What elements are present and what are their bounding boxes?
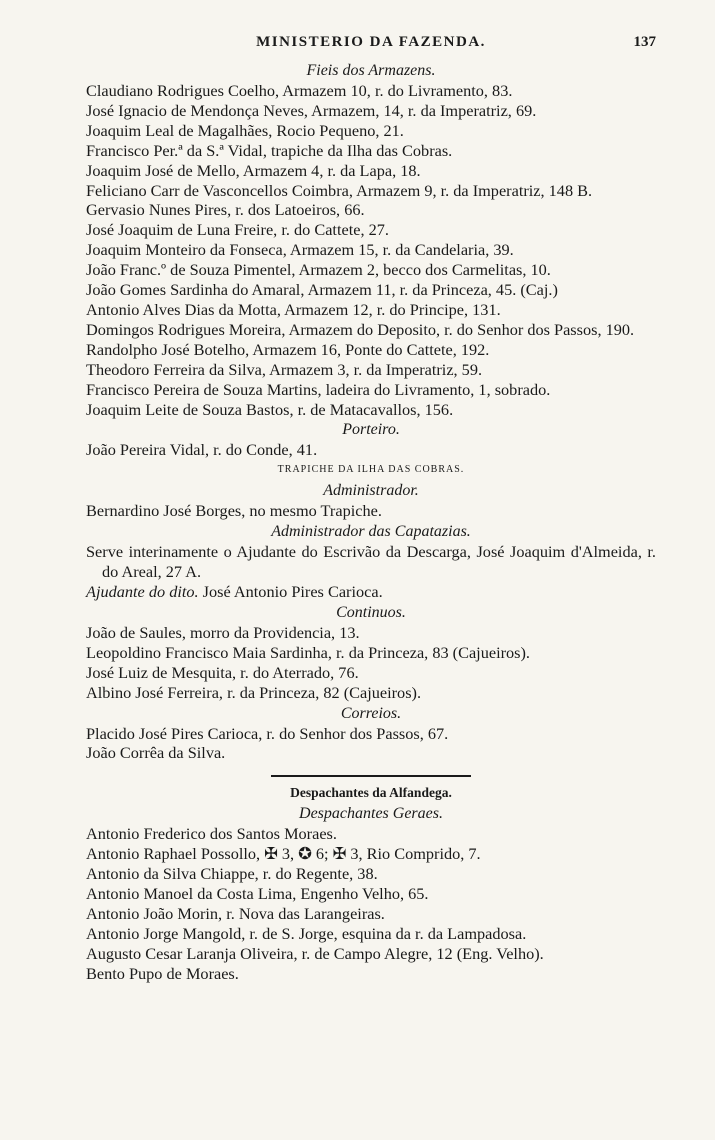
list-item: Gervasio Nunes Pires, r. dos Latoeiros, 66. (86, 200, 365, 220)
list-item: Claudiano Rodrigues Coelho, Armazem 10, r. do Livramento, 83. (86, 81, 513, 100)
list-item: Joaquim Leal de Magalhães, Rocio Pequeno, 21. (86, 120, 404, 140)
section-heading-administrador: Administrador. (323, 482, 419, 500)
list-item: Antonio Jorge Mangold, r. de S. Jorge, esquina da r. da Lampadosa. (86, 923, 527, 943)
section-divider (271, 775, 471, 777)
list-item: Augusto Cesar Laranja Oliveira, r. de Campo Alegre, 12 (Eng. Velho). (86, 943, 544, 963)
list-item: Placido José Pires Carioca, r. do Senhor dos Passos, 67. (86, 723, 449, 743)
list-item: Antonio Raphael Possollo, ✠ 3, ✪ 6; ✠ 3, Rio Comprido, 7. (86, 844, 481, 864)
ajudante-entry (86, 582, 656, 602)
section-title-trapiche: TRAPICHE DA ILHA DAS COBRAS. (277, 464, 465, 476)
section-heading-capatazias: Administrador das Capatazias. (271, 523, 471, 541)
section-heading-continuos: Continuos. (336, 603, 406, 621)
list-item: Leopoldino Francisco Maia Sardinha, r. da Princeza, 83 (Cajueiros). (86, 642, 530, 662)
section-title-despachantes: Despachantes da Alfandega. (290, 785, 452, 801)
list-item: José Ignacio de Mendonça Neves, Armazem, 14, r. da Imperatriz, 69. (86, 100, 537, 120)
list-item: João de Saules, morro da Providencia, 13. (86, 622, 360, 642)
list-item: Francisco Pereira de Souza Martins, ladeira do Livramento, 1, sobrado. (86, 379, 551, 399)
list-item: João Gomes Sardinha do Amaral, Armazem 11, r. da Princeza, 45. (Caj.) (86, 280, 558, 300)
list-item: João Corrêa da Silva. (86, 743, 226, 763)
list-item: Francisco Per.ª da S.ª Vidal, trapiche da Ilha das Cobras. (86, 140, 453, 160)
list-item: Albino José Ferreira, r. da Princeza, 82 (Cajueiros). (86, 682, 422, 702)
list-item: Antonio da Silva Chiappe, r. do Regente, 38. (86, 864, 378, 884)
list-item: Antonio João Morin, r. Nova das Larangeiras. (86, 904, 385, 923)
ajudante-label: Ajudante do dito. (86, 582, 199, 602)
section-heading-correios: Correios. (340, 704, 402, 722)
document-page (86, 34, 656, 984)
section-heading-fieis: Fieis dos Armazens. (306, 62, 436, 79)
fieis-list (86, 81, 656, 419)
running-title: MINISTERIO DA FAZENDA. (256, 34, 486, 50)
list-item: João Pereira Vidal, r. do Conde, 41. (86, 440, 318, 460)
page-number: 137 (633, 34, 656, 50)
list-item: Theodoro Ferreira da Silva, Armazem 3, r. da Imperatriz, 59. (86, 359, 483, 379)
list-item: Bento Pupo de Moraes. (86, 963, 239, 983)
list-item: Domingos Rodrigues Moreira, Armazem do Deposito, r. do Senhor dos Passos, 190. (86, 319, 635, 339)
list-item: José Joaquim de Luna Freire, r. do Cattete, 27. (86, 220, 389, 240)
list-item: Joaquim Leite de Souza Bastos, r. de Matacavallos, 156. (86, 399, 454, 419)
section-heading-porteiro: Porteiro. (342, 421, 400, 439)
list-item: João Franc.º de Souza Pimentel, Armazem 2, becco dos Carmelitas, 10. (86, 260, 551, 280)
list-item: Antonio Manoel da Costa Lima, Engenho Velho, 65. (86, 884, 429, 904)
list-item: Joaquim José de Mello, Armazem 4, r. da Lapa, 18. (86, 160, 421, 180)
list-item: Joaquim Monteiro da Fonseca, Armazem 15, r. da Candelaria, 39. (86, 240, 514, 260)
list-item: José Luiz de Mesquita, r. do Aterrado, 76. (86, 662, 359, 682)
list-item: Randolpho José Botelho, Armazem 16, Ponte do Cattete, 192. (86, 339, 490, 359)
list-item: Bernardino José Borges, no mesmo Trapiche. (86, 501, 382, 521)
list-item: Antonio Alves Dias da Motta, Armazem 12, r. do Principe, 131. (86, 299, 501, 319)
page-header (86, 34, 656, 60)
list-item: Feliciano Carr de Vasconcellos Coimbra, Armazem 9, r. da Imperatriz, 148 B. (86, 180, 593, 200)
list-item: Serve interinamente o Ajudante do Escrivão da Descarga, José Joaquim d'Almeida, r. do Areal, 27 A. (86, 542, 656, 582)
section-heading-despachantes-geraes: Despachantes Geraes. (299, 805, 443, 823)
list-item: Antonio Frederico dos Santos Moraes. (86, 824, 337, 844)
ajudante-name: José Antonio Pires Carioca. (198, 582, 383, 602)
